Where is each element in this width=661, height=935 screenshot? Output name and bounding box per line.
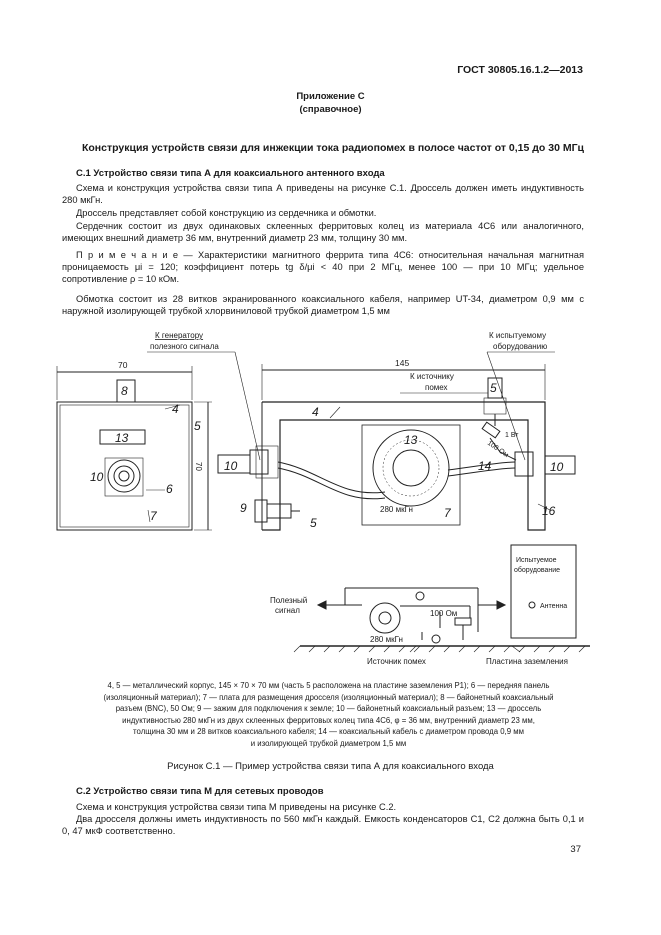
dim-145: 145 [395, 358, 410, 368]
num-6: 6 [166, 482, 173, 496]
num-10-left: 10 [224, 459, 238, 473]
label-to-generator-2: полезного сигнала [150, 342, 219, 351]
appendix-subtitle: (справочное) [299, 104, 362, 115]
num-4-front: 4 [172, 402, 179, 416]
schematic-signal-2: сигнал [275, 606, 300, 615]
c1-paragraph-5: Обмотка состоит из 28 витков экранированного коаксиального кабеля, например UT-34, диаметром 0,9 мм с наружной изолирующей трубкой хлорвиниловой трубкой диаметром 1,5 мм [62, 294, 584, 316]
figure-c1-drawing [0, 325, 661, 680]
schematic-resistor: 100 Ом [430, 609, 458, 618]
dim-70-vertical: 70 [194, 462, 203, 471]
num-5-bottom: 5 [310, 516, 317, 530]
label-to-generator: К генератору [155, 331, 204, 340]
document-code: ГОСТ 30805.16.1.2—2013 [457, 64, 583, 76]
num-9: 9 [240, 501, 247, 515]
num-8: 8 [121, 384, 128, 398]
legend-line: индуктивностью 280 мкГн из двух склеенных ферритовых колец типа 4С6, φ = 36 мм, внутренний диаметр 23 мм, [122, 715, 535, 725]
num-14: 14 [478, 459, 492, 473]
num-10-front: 10 [90, 470, 104, 484]
schematic-inductor: 280 мкГн [370, 635, 403, 644]
schematic-antenna: Антенна [540, 603, 568, 610]
schematic-ground-plate: Пластина заземления [486, 657, 568, 666]
figure-caption: Рисунок С.1 — Пример устройства связи типа А для коаксиального входа [167, 761, 494, 772]
schematic-equipment-2: оборудование [514, 567, 561, 574]
c1-paragraph-3: Сердечник состоит из двух одинаковых склеенных ферритовых колец из материала 4С6 или аналогичного, имеющих внешний диаметр 36 мм, внутренний диаметр 23 мм, толщину 30 мм. [62, 221, 584, 243]
label-to-source-2: помех [425, 383, 448, 392]
c1-paragraph-1: Схема и конструкция устройства связи типа А приведены на рисунке С.1. Дроссель должен иметь индуктивность 280 мкГн. [62, 183, 584, 205]
legend-line: толщина 30 мм и 28 витков коаксиального кабеля; 14 — коаксиальный кабель с диаметром провода 0,9 мм [133, 727, 524, 736]
c1-paragraph-2: Дроссель представляет собой конструкцию из сердечника и обмотки. [76, 208, 377, 218]
num-5-front: 5 [194, 419, 201, 433]
num-4-side: 4 [312, 405, 319, 419]
appendix-title: Приложение С [296, 91, 365, 102]
section-c1-heading: С.1 Устройство связи типа А для коаксиального антенного входа [76, 168, 385, 179]
c1-note: П р и м е ч а н и е — Характеристики магнитного феррита типа 4С6: относительная начальная магнитная проницаемость μi = 120; коэффициент потерь tg δ/μi < 40 при 2 МГц, менее 100 — при 10 МГц; удельное сопротивление ρ = 10 кОм. [62, 250, 584, 284]
c2-paragraph-2: Два дросселя должны иметь индуктивность по 560 мкГн каждый. Емкость конденсаторов С1, С2 должна быть 0,1 и 0, 47 мкФ соответственно. [62, 814, 584, 836]
label-to-source: К источнику [410, 372, 454, 381]
num-7-board: 7 [444, 506, 451, 520]
schematic-signal: Полезный [270, 596, 308, 605]
page-number: 37 [570, 844, 581, 855]
schematic-noise-source: Источник помех [367, 657, 426, 666]
legend-line: и изолирующей трубкой диаметром 1,5 мм [250, 738, 407, 748]
num-13-toroid: 13 [404, 433, 418, 447]
schematic-equipment: Испытуемое [516, 557, 557, 564]
label-280-uh: 280 мкГн [380, 505, 413, 514]
c2-paragraph-1: Схема и конструкция устройства связи типа М приведены на рисунке С.2. [76, 802, 397, 812]
figure-legend [76, 680, 581, 749]
legend-line: (изоляционный материал); 7 — плата для размещения дросселя (изоляционный материал); 8 — байонетный коаксиальный [103, 692, 554, 702]
label-100-ohm: 100 Ом [485, 439, 510, 460]
dim-70-horizontal: 70 [118, 360, 128, 370]
num-13-front: 13 [115, 431, 129, 445]
label-to-equipment-2: оборудованию [493, 342, 548, 351]
num-5-bnc: 5 [490, 381, 497, 395]
label-1w: 1 Вт [505, 432, 519, 439]
legend-line: 4, 5 — металлический корпус, 145 × 70 × 70 мм (часть 5 расположена на пластине заземления Р1); 6 — передняя панель [107, 681, 550, 690]
num-16: 16 [542, 504, 556, 518]
legend-line: разъем (BNC), 50 Ом; 9 — зажим для подключения к земле; 10 — байонетный коаксиальный разъем; 13 — дроссель [115, 704, 542, 713]
num-7-front: 7 [150, 509, 157, 523]
section-c2-heading: С.2 Устройство связи типа М для сетевых проводов [76, 786, 324, 797]
num-10-right: 10 [550, 460, 564, 474]
main-title: Конструкция устройств связи для инжекции тока радиопомех в полосе частот от 0,15 до 30 МГц [81, 142, 585, 154]
label-to-equipment: К испытуемому [489, 331, 547, 340]
